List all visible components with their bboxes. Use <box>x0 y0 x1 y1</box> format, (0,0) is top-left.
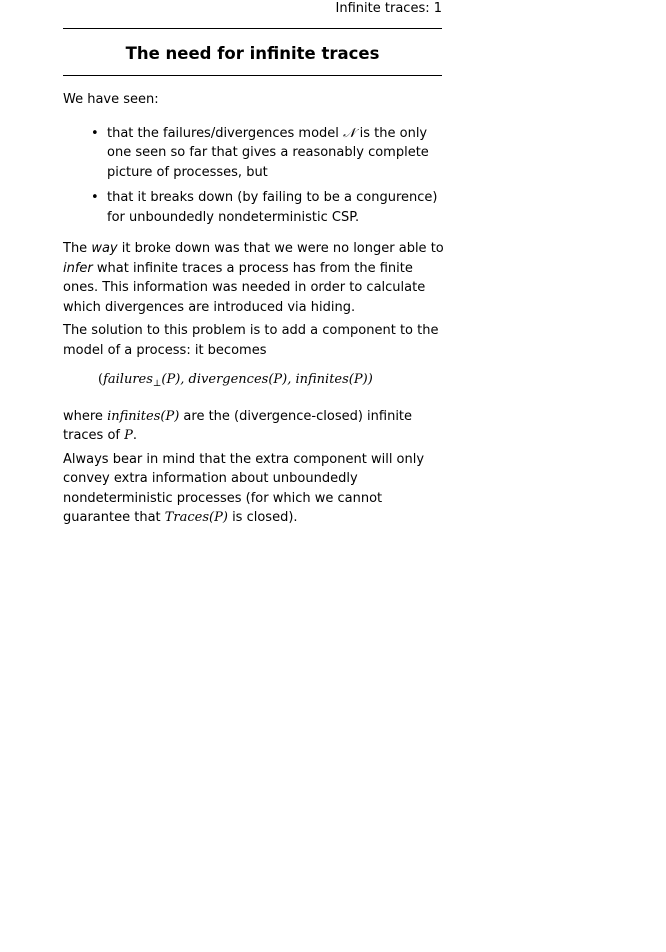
p4-part-1: Always bear in mind that the extra component will only convey extra information about unboundedly nondeterministic processes (for which we cannot guarantee that <box>63 451 425 525</box>
p1-emphasis-infer: infer <box>63 260 93 276</box>
p3-infinites: infinites <box>107 408 161 424</box>
paragraph-solution: The solution to this problem is to add a component to the model of a process: it becomes <box>63 323 439 358</box>
paragraph-where <box>63 407 445 446</box>
model-n-symbol: 𝒩 <box>343 125 356 141</box>
bullet-item-1 <box>91 124 445 183</box>
p4-arg: (P) <box>209 510 228 525</box>
p1-part-1: The <box>63 241 92 256</box>
p4-traces: Traces <box>164 510 210 525</box>
p1-emphasis-way: way <box>91 241 118 256</box>
bullet-item-2 <box>91 188 445 227</box>
formula-arg-3: (P)) <box>348 372 373 387</box>
p4-part-4: is closed). <box>227 510 298 525</box>
p1-part-3: it broke down was that we were no longer able to <box>117 241 444 256</box>
display-formula <box>63 370 445 395</box>
bullet-dot-icon: • <box>91 125 99 141</box>
p1-part-5: what infinite traces a process has from the finite ones. This information was needed in order to calculate which divergences are introduced via hiding. <box>63 260 426 315</box>
bottom-rule <box>63 75 442 76</box>
paragraph-bear-in-mind <box>63 450 445 528</box>
bullet-2-text: that it breaks down (by failing to be a congurence) for unboundedly nondeterministic CSP. <box>107 190 438 225</box>
p3-p-symbol: P <box>124 428 133 443</box>
formula-arg-2: (P), <box>268 372 296 387</box>
bullet-list <box>63 124 445 228</box>
p3-arg: (P) <box>160 408 180 424</box>
slide-title: The need for infinite traces <box>125 44 380 63</box>
formula-divergences: divergences <box>188 372 269 387</box>
formula-failures: failures <box>103 372 153 387</box>
p3-period: . <box>132 428 138 443</box>
bullet-dot-icon: • <box>91 190 99 205</box>
paragraph-way <box>63 239 445 317</box>
formula-bottom-subscript: ⊥ <box>152 379 162 389</box>
formula-infinites: infinites <box>295 372 349 387</box>
formula-arg-1: (P), <box>161 372 189 387</box>
top-rule <box>63 28 442 29</box>
intro-text: We have seen: <box>63 92 159 107</box>
formula-open-paren: ( <box>98 372 104 387</box>
bullet-1-after: is the only one seen so far that gives a reasonably complete picture of processes, but <box>107 125 429 180</box>
bullet-1-before: that the failures/divergences model <box>107 125 344 141</box>
running-header: Infinite traces: 1 <box>335 1 442 16</box>
p3-part-4: are the (divergence-closed) infinite traces of <box>63 408 413 443</box>
slide-body <box>63 90 445 532</box>
p3-part-1: where <box>63 408 108 424</box>
